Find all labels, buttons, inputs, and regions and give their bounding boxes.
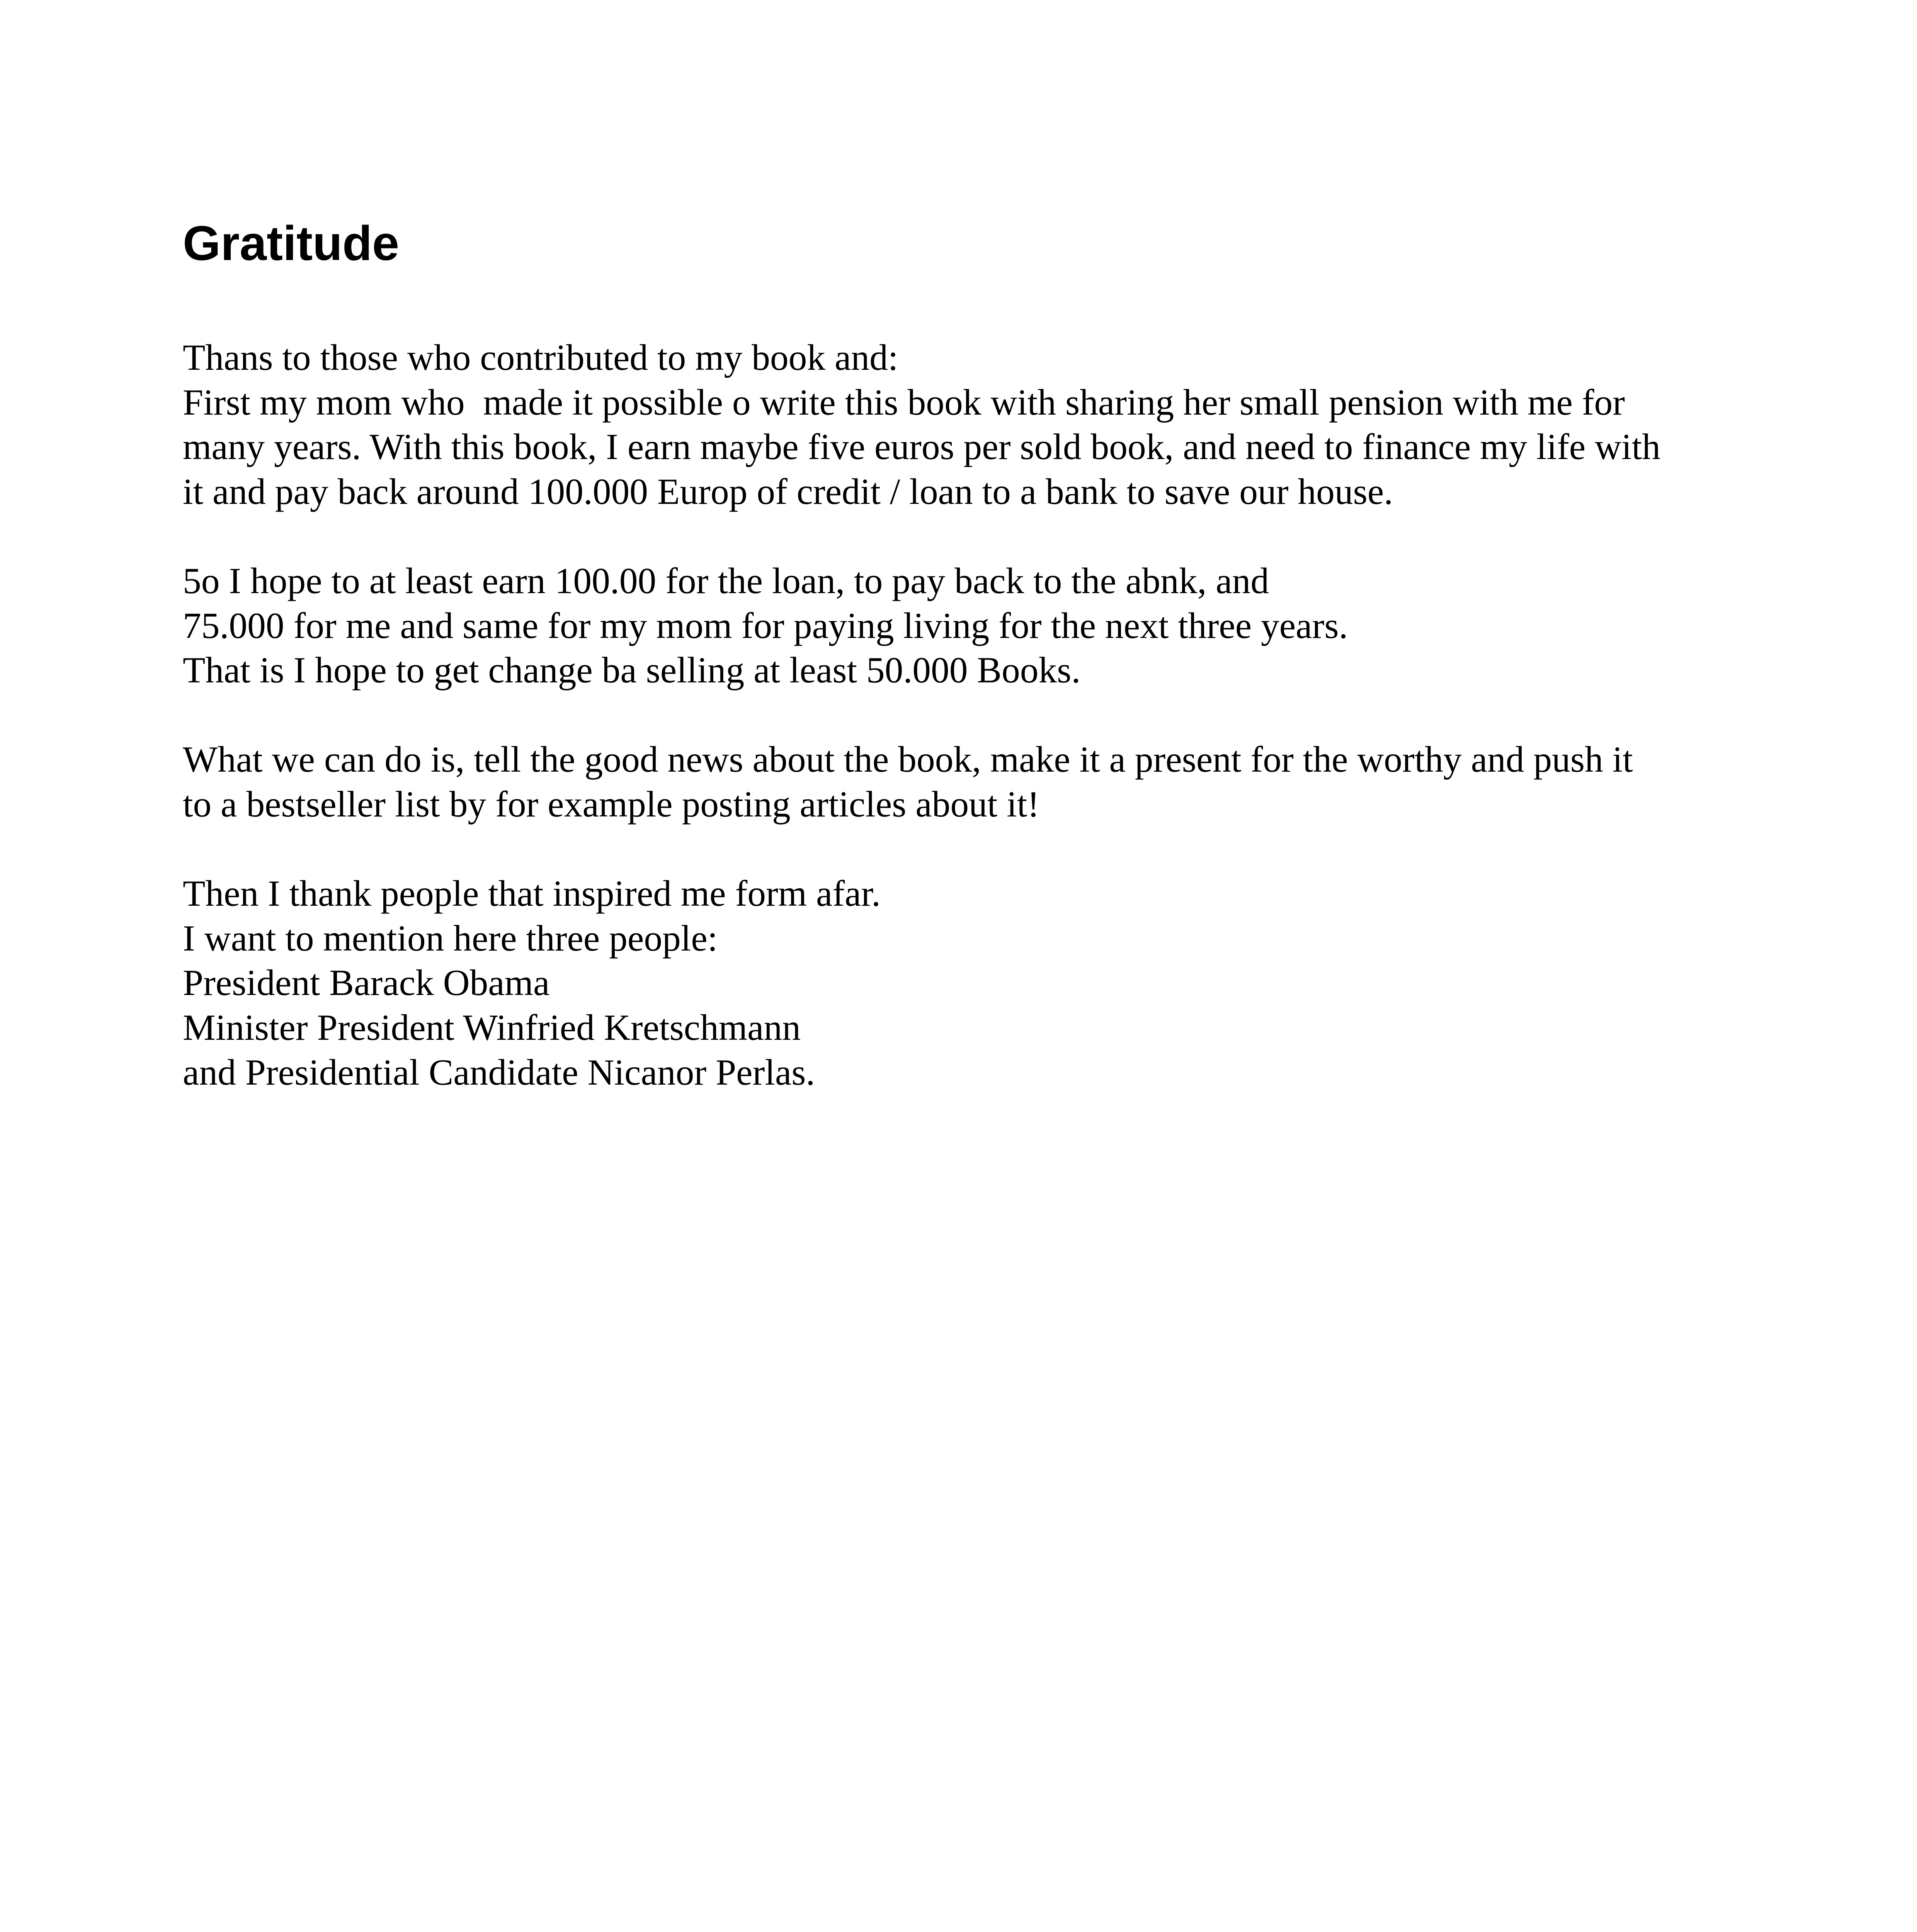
text-line: What we can do is, tell the good news about the book, make it a present for the worthy and push it (183, 739, 1633, 780)
paragraph-call-to-action (183, 737, 1767, 827)
paragraph-spacer (183, 827, 1767, 872)
text-line: That is I hope to get change ba selling at least 50.000 Books. (183, 650, 1081, 691)
text-line: Then I thank people that inspired me form afar. (183, 873, 881, 914)
text-line: 75.000 for me and same for my mom for paying living for the next three years. (183, 605, 1348, 646)
text-line: to a bestseller list by for example posting articles about it! (183, 783, 1040, 825)
text-line: First my mom who made it possible o write this book with sharing her small pension with me for (183, 381, 1625, 423)
text-line: I want to mention here three people: (183, 917, 718, 959)
text-line: Thans to those who contributed to my book and: (183, 337, 898, 378)
text-line: President Barack Obama (183, 962, 550, 1003)
text-line: 5o I hope to at least earn 100.00 for the loan, to pay back to the abnk, and (183, 560, 1269, 601)
paragraph-hopes (183, 559, 1767, 693)
paragraph-inspirations (183, 871, 1767, 1095)
text-line: it and pay back around 100.000 Europ of credit / loan to a bank to save our house. (183, 471, 1393, 512)
page-title: Gratitude (183, 216, 400, 270)
text-line: many years. With this book, I earn maybe five euros per sold book, and need to finance my life with (183, 426, 1660, 468)
paragraph-spacer (183, 693, 1767, 738)
text-line: and Presidential Candidate Nicanor Perlas. (183, 1051, 815, 1093)
paragraph-thanks (183, 335, 1767, 514)
text-line: Minister President Winfried Kretschmann (183, 1007, 801, 1048)
paragraph-spacer (183, 514, 1767, 559)
document-body (183, 335, 1767, 1095)
